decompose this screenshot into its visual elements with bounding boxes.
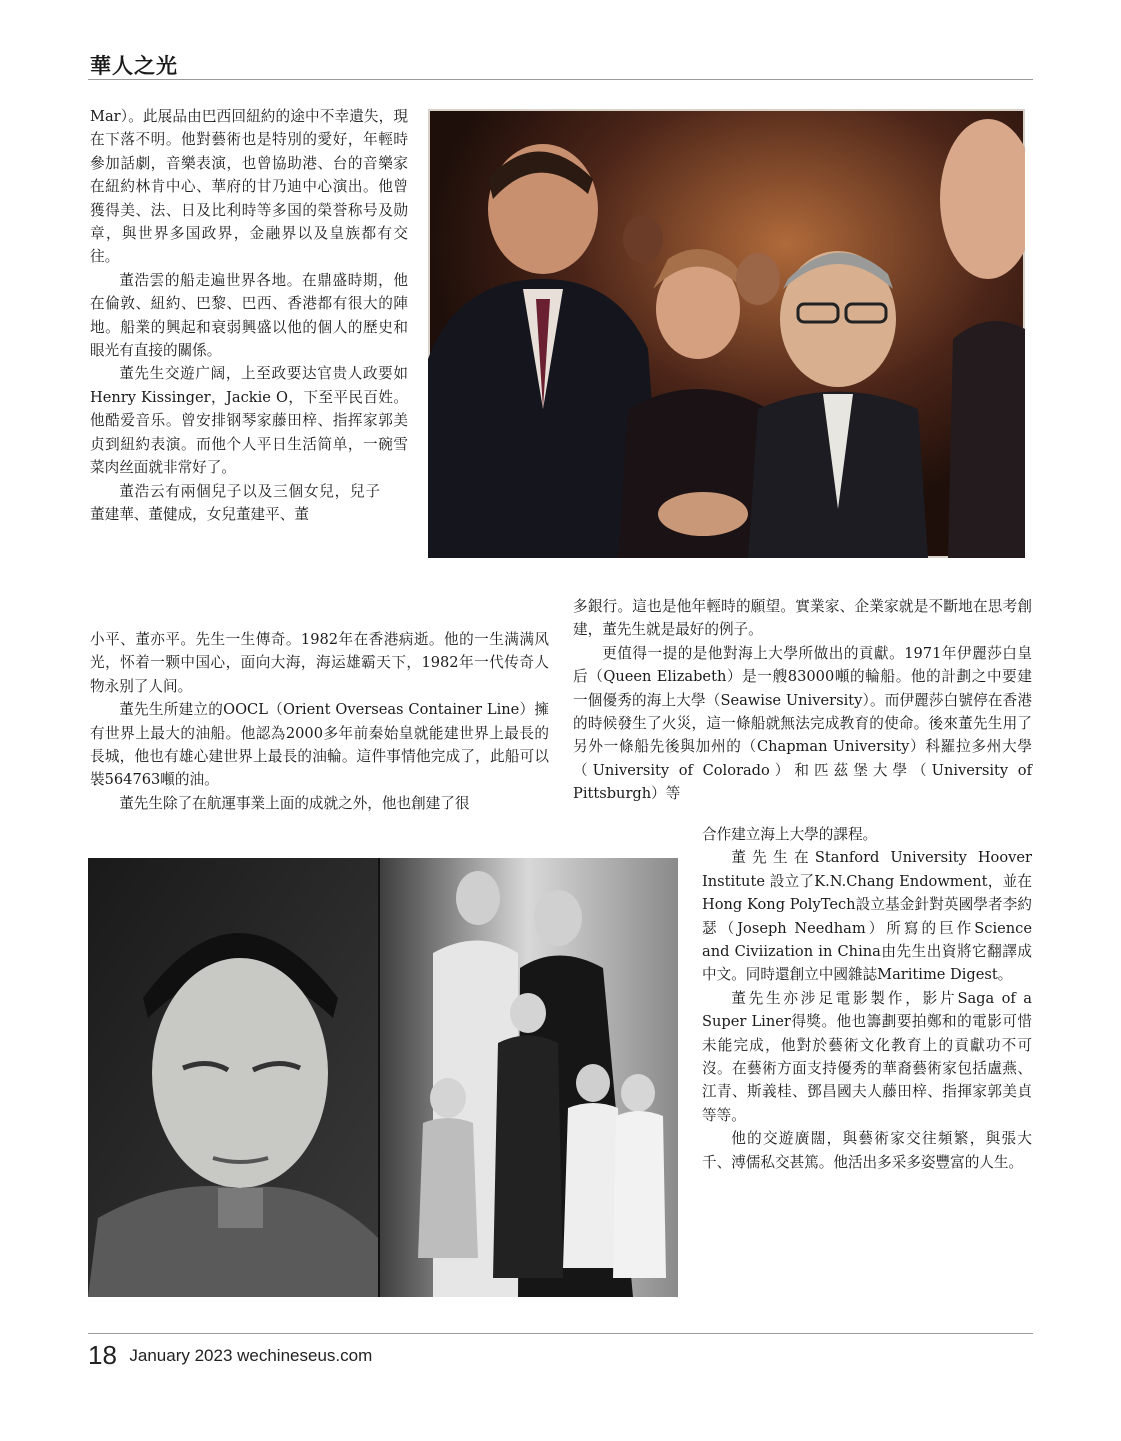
- page-footer: [88, 1340, 372, 1371]
- paragraph: 董先生在Stanford University Hoover Institute 設立了K.N.Chang Endowment，並在Hong Kong PolyTech設立基金針對英國學者李約瑟（Joseph Needham）所寫的巨作Science and Civiization in China由先生出資將它翻譯成中文。同時還創立中國雜誌Maritime Digest。: [702, 849, 1032, 984]
- reception-photo: [428, 109, 1025, 558]
- article-column-right-narrow: [702, 823, 1032, 1174]
- article-column-right: [573, 595, 1032, 806]
- paragraph: 董先生除了在航運事業上面的成就之外，他也創建了很: [119, 794, 470, 812]
- paragraph: Mar）。此展品由巴西回紐約的途中不幸遺失，現在下落不明。他對藝術也是特別的愛好，年輕時參加話劇，音樂表演，也曾協助港、台的音樂家在紐約林肯中心、華府的甘乃迪中心演出。他曾獲得美、法、日及比利時等多国的榮誉称号及勋章，與世界多国政界，金融界以及皇族都有交往。: [90, 108, 408, 266]
- header-divider: [88, 79, 1033, 80]
- paragraph: 董浩云有兩個兒子以及三個女兒，兒子董建華、董健成，女兒董建平、董: [90, 482, 380, 523]
- paragraph: 多銀行。這也是他年輕時的願望。實業家、企業家就是不斷地在思考創建，董先生就是最好的例子。: [573, 598, 1032, 639]
- family-photos: [88, 858, 678, 1297]
- paragraph: 董先生亦涉足電影製作，影片Saga of a Super Liner得獎。他也籌劃要拍鄭和的電影可惜未能完成，他對於藝術文化教育上的貢獻功不可沒。在藝術方面支持優秀的華裔藝術家包括盧燕、江青、斯義桂、鄧昌國夫人藤田梓、指揮家郭美貞等等。: [702, 989, 1032, 1124]
- footer-divider: [88, 1333, 1033, 1334]
- article-column-1: [90, 105, 408, 526]
- paragraph: 更值得一提的是他對海上大學所做出的貢獻。1971年伊麗莎白皇后（Queen Elizabeth）是一艘83000噸的輪船。他的計劃之中要建一個優秀的海上大學（Seawise University）。而伊麗莎白號停在香港的時候發生了火災，這一條船就無法完成教育的使命。後來董先生用了另外一條船先後與加州的（Chapman University）科羅拉多州大學（University of Colorado）和匹茲堡大學（University of Pittsburgh）等: [573, 644, 1032, 803]
- paragraph: 董先生交遊广阔，上至政要达官贵人政要如Henry Kissinger，Jackie O，下至平民百姓。他酷爱音乐。曾安排钢琴家藤田梓、指挥家郭美贞到紐約表演。而他个人平日生活简单，一碗雪菜肉丝面就非常好了。: [90, 365, 408, 477]
- paragraph: 董浩雲的船走遍世界各地。在鼎盛時期，他在倫敦、紐約、巴黎、巴西、香港都有很大的陣地。船業的興起和衰弱興盛以他的個人的歷史和眼光有直接的關係。: [90, 271, 408, 360]
- paragraph: 合作建立海上大學的課程。: [702, 826, 878, 843]
- page-number: 18: [88, 1340, 117, 1370]
- article-wide-block: [90, 628, 549, 815]
- paragraph: 董先生所建立的OOCL（Orient Overseas Container Line）擁有世界上最大的油船。他認為2000多年前秦始皇就能建世界上最長的長城，他也有雄心建世界上最長的油輪。這件事情他完成了，此船可以裝564763噸的油。: [90, 701, 549, 789]
- section-title: 華人之光: [90, 53, 178, 78]
- issue-info: January 2023 wechineseus.com: [129, 1345, 373, 1365]
- paragraph: 他的交遊廣闊，與藝術家交往頻繁，與張大千、溥儒私交甚篤。他活出多采多姿豐富的人生。: [702, 1130, 1032, 1171]
- paragraph: 小平、董亦平。先生一生傳奇。1982年在香港病逝。他的一生满满风光，怀着一颗中国心，面向大海，海运雄霸天下，1982年一代传奇人物永别了人间。: [90, 631, 549, 695]
